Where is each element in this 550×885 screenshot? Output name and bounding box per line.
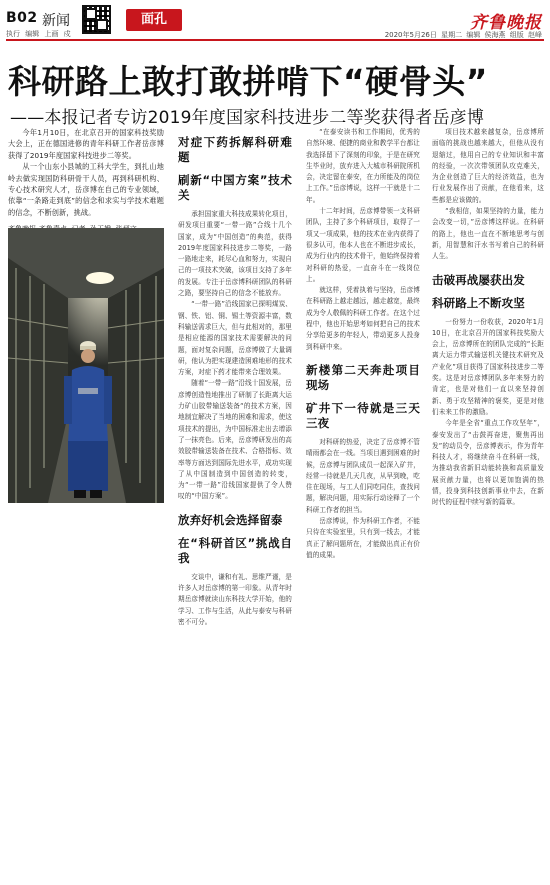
article-column-2 bbox=[178, 127, 292, 628]
header-rule bbox=[6, 39, 544, 41]
body-paragraph: “一带一路”沿线国家已探明煤炭、钢、铁、铝、铜、锡土等资源丰富，数科输送需求巨大，但与此相对的，那里是相应能源的国家技术需要解决的问题，面对复杂问题，岳彦博做了大量调研，他认为把实现建造困难地形的技术方案，对症下药才能带来合理效果。 bbox=[178, 300, 292, 377]
section-name: 新闻 bbox=[42, 13, 70, 29]
lead-paragraph: 今年1月10日，在北京召开的国家科技奖励大会上，正在德国进修的青年科研工作者岳彦博获得了2019年度国家科技进步二等奖。 bbox=[8, 128, 164, 160]
body-paragraph: “我相信，如果坚持的力量，能力会改变一切，”岳彦博这样说。在科研的路上，他也一直在不断地思考与创新，用智慧和汗水书写着自己的科研人生。 bbox=[432, 207, 544, 261]
header-editors: 执行 编辑 上画 戍 bbox=[6, 30, 71, 38]
lead-paragraph-2: 从一个山东小县城的工科大学生，到扎山地岭去做实现国防科研骨干人员，再到科研机构、专心技术研究人才，岳彦博在自己的专业领域，依靠“一条路走到底”的信念和求实与学技术难题的信念，不断创新，挑战。 bbox=[8, 162, 164, 217]
body-paragraph: 对科研的热爱，决定了岳彦博不管晴雨都会在一线。当项目遇到困难的时候，岳彦博与团队成员一起深入矿井，经常一待就是几天几夜，从早到晚，吃住在现场，与工人们同吃同住，查找问题，解决问题，用实际行动诠释了一个科研工作者的担当。 bbox=[306, 437, 420, 514]
body-paragraph: 一份努力一份收获，2020年1月10日，在北京召开的国家科技奖励大会上，岳彦博所在的团队完成的“长距离大运力带式输送机关键技术研究及产业化”项目获得了国家科技进步二等奖。这是对岳彦博团队多年来努力的肯定，也是对他们一直以来坚持创新、勇于攻坚精神的褒奖，更是对他们未来工作的激励。 bbox=[432, 317, 544, 416]
newspaper-masthead: 齐鲁晚报 bbox=[470, 13, 542, 33]
body-paragraph: 十二年时间，岳彦博带领一支科研团队，主持了多个科研项目，取得了一项又一项成果，他的技术在业内获得了很多认可，他本人也在不断进步成长，成为行业内的技术骨干，他始终保持着对科研的热爱，一直奋斗在一线岗位上。 bbox=[306, 207, 420, 283]
mine-tunnel-photo bbox=[8, 228, 164, 503]
article-photo bbox=[8, 228, 164, 503]
section-subtitle: 科研路上不断攻坚 bbox=[432, 295, 525, 310]
article-column-1 bbox=[8, 127, 164, 236]
section-subtitle: 击破再战屡获出发 bbox=[432, 272, 525, 287]
body-paragraph: 交谈中，谦和有礼、思维严谨，是许多人对岳彦博的第一印象。从青年时期岳彦博就读山东科技大学开始，他的学习、工作与生活，从此与泰安与科研密不可分。 bbox=[178, 572, 292, 626]
body-paragraph: 承担国家重大科技成果转化项目，研发项目重要“一带一路”合线十几个国家，成为“中国创造”的典范，获得2019年度国家科技进步二等奖，一路一路地走来，耗尽心血和努力，实现自己的一项技术突破，该项目支持了多年的发展。专注于岳彦博科研团队的科研之路，要坚持自己的信念不能放弃。 bbox=[178, 210, 292, 298]
body-paragraph: 项目技术越来越复杂，岳彦博所面临的挑战也越来越大，但他从没有退缩过，他用自己的专业知识和丰富的经验，一次次带领团队攻克难关，为企业创造了巨大的经济效益，也为行业发展作出了贡献，在他看来，这些都是应该做的。 bbox=[432, 128, 544, 204]
section-subtitle: 在“科研首区”挑战自我 bbox=[178, 535, 292, 565]
body-paragraph: 今年是全省“重点工作攻坚年”，泰安发出了“击鼓再奋进，聚焦再出发”的动员令，岳彦博表示，作为青年科技人才，将继续奋斗在科研一线，为推动我省新旧动能转换和高质量发展贡献力量，也将以更加饱满的热情，投身到科技创新事业中去，在新时代的征程中续写新的篇章。 bbox=[432, 419, 544, 507]
subheadline: ——本报记者专访2019年度国家科技进步二等奖获得者岳彦博 bbox=[10, 108, 485, 128]
body-paragraph: 就这样，凭着执着与坚持，岳彦博在科研路上越走越远，越走越宽，最终成为令人敬佩的科研工作者。在这个过程中，他也开始思考如何把自己的技术分享给更多的年轻人，带动更多人投身到科研中来。 bbox=[306, 286, 420, 351]
body-paragraph: 岳彦博说，作为科研工作者，不能只待在实验室里，只有到一线去，才能真正了解问题所在，才能做出真正有价值的成果。 bbox=[306, 517, 420, 559]
qr-code-icon bbox=[82, 5, 111, 34]
section-subtitle: 对症下药拆解科研难题 bbox=[178, 135, 292, 164]
body-paragraph: 随着“一带一路”沿线十国发展，岳彦博创造性地推出了研制了长距离大运力矿山胶带输送装备“的技术方案，因地制宜解决了当地的困难和需求，使这项技术的提出，为中国标准走出去增添了一抹亮色。后来，岳彦博研发出的高效胶带输送装备在技术、合格指标、效率等方面达到国际先进水平，成功实现了从中国制造到中国创造的转变，为“一带一路”沿线国家提供了令人赞叹的“中国方案”。 bbox=[178, 379, 292, 501]
page-number: B02 bbox=[6, 10, 38, 26]
header-date-line: 2020年5月26日 星期二 编辑 侯海燕 组版 赵峰 bbox=[384, 31, 542, 39]
section-subtitle: 矿井下一待就是三天三夜 bbox=[306, 400, 420, 430]
article-column-3 bbox=[306, 127, 420, 561]
headline: 科研路上敢打敢拼啃下“硬骨头” bbox=[8, 62, 488, 101]
article-column-4 bbox=[432, 127, 544, 509]
body-paragraph: “在泰安读书和工作期间，优秀的自然环境、便捷的商业和教学平台都让我选择留下了深刻的印象，于是在研究生毕业时，放弃进入大城市科研院所机会，决定留在泰安，在力所能及的岗位上工作。”岳彦博说，这样一干就是十二年。 bbox=[306, 128, 421, 204]
section-subtitle: 新楼第二天奔赴项目现场 bbox=[306, 362, 420, 392]
page-header bbox=[0, 0, 550, 42]
column-tag: 面孔 bbox=[126, 9, 182, 31]
section-subtitle: 刷新“中国方案”技术关 bbox=[178, 173, 292, 202]
section-subtitle: 放弃好机会选择留泰 bbox=[178, 512, 283, 527]
